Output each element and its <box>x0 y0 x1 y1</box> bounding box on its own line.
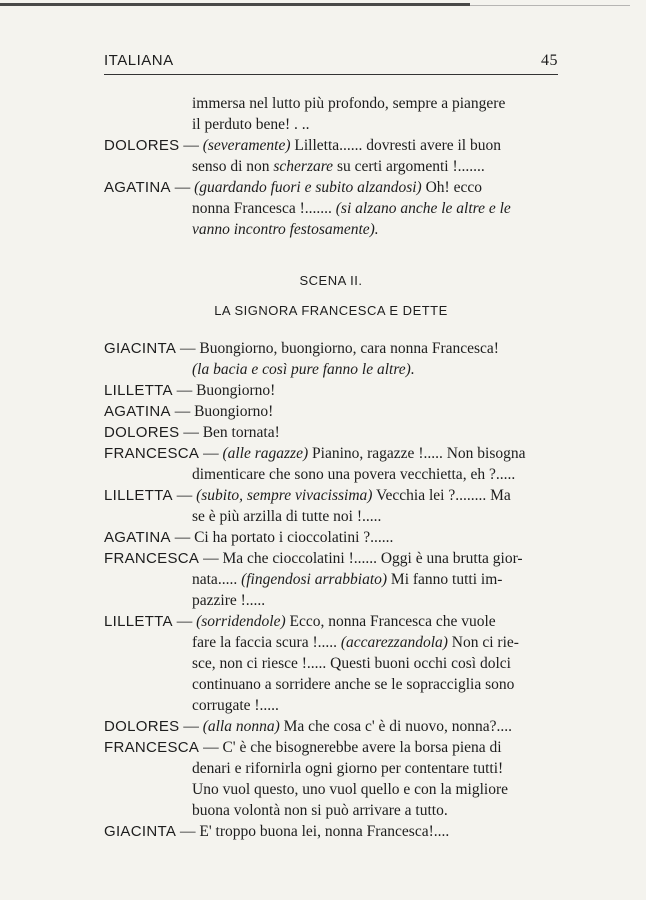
header-rule <box>104 74 558 75</box>
text-line: continuano a sorridere anche se le sopracciglia sono <box>192 676 515 693</box>
speech-line: FRANCESCA — (alle ragazze) Pianino, ragazze !..... Non bisogna <box>104 445 526 462</box>
speaker-name: AGATINA <box>104 179 171 196</box>
running-header <box>104 52 558 72</box>
scene-subtitle: LA SIGNORA FRANCESCA E DETTE <box>214 303 448 318</box>
speech-line: FRANCESCA — C' è che bisognerebbe avere la borsa piena di <box>104 739 502 756</box>
running-title: ITALIANA <box>104 52 174 69</box>
stage-direction: (fingendosi arrabbiato) <box>241 571 388 588</box>
speaker-name: FRANCESCA <box>104 739 200 756</box>
scan-edge-rule-faint <box>470 5 630 6</box>
speaker-name: GIACINTA <box>104 340 177 357</box>
speaker-name: DOLORES <box>104 718 180 735</box>
text-line: immersa nel lutto più profondo, sempre a piangere <box>192 95 506 112</box>
stage-direction: (subito, sempre vivacissima) <box>196 487 373 504</box>
stage-direction: (la bacia e così pure fanno le altre). <box>192 361 415 378</box>
text-line: se è più arzilla di tutte noi !..... <box>192 508 382 525</box>
speaker-name: DOLORES <box>104 424 180 441</box>
speech-line: DOLORES — (alla nonna) Ma che cosa c' è di nuovo, nonna?.... <box>104 718 512 735</box>
text-line: sce, non ci riesce !..... Questi buoni occhi così dolci <box>192 655 511 672</box>
stage-direction: (severamente) <box>202 137 291 154</box>
page-number: 45 <box>541 52 558 69</box>
speaker-name: DOLORES <box>104 137 180 154</box>
text-line: nata..... (fingendosi arrabbiato) Mi fanno tutti im- <box>192 571 503 588</box>
text-line: senso di non scherzare su certi argomenti !....... <box>192 158 485 175</box>
speech-agatina: AGATINA — (guardando fuori e subito alzandosi) Oh! ecco <box>104 179 482 196</box>
text-line: nonna Francesca !....... (si alzano anche le altre e le <box>192 200 511 217</box>
speech-dolores: DOLORES — (severamente) Lilletta...... dovresti avere il buon <box>104 137 501 154</box>
stage-direction: vanno incontro festosamente). <box>192 221 379 238</box>
speaker-name: AGATINA <box>104 403 171 420</box>
speaker-name: LILLETTA <box>104 613 173 630</box>
text-line: buona volontà non si può arrivare a tutto. <box>192 802 448 819</box>
speech-line: FRANCESCA — Ma che cioccolatini !...... Oggi è una brutta gior- <box>104 550 523 567</box>
speech-line: AGATINA — Ci ha portato i cioccolatini ?...... <box>104 529 394 546</box>
text-line: pazzire !..... <box>192 592 266 609</box>
scan-edge-rule <box>0 3 470 6</box>
speaker-name: FRANCESCA <box>104 550 200 567</box>
speaker-name: LILLETTA <box>104 382 173 399</box>
text-line: denari e rifornirla ogni giorno per contentare tutti! <box>192 760 504 777</box>
stage-direction: scherzare <box>273 158 334 175</box>
stage-direction: (accarezzandola) <box>340 634 448 651</box>
text-line: dimenticare che sono una povera vecchietta, eh ?..... <box>192 466 516 483</box>
speech-line: LILLETTA — (subito, sempre vivacissima) Vecchia lei ?........ Ma <box>104 487 511 504</box>
speech-line: AGATINA — Buongiorno! <box>104 403 274 420</box>
speaker-name: LILLETTA <box>104 487 173 504</box>
stage-direction: (alle ragazze) <box>222 445 309 462</box>
speaker-name: FRANCESCA <box>104 445 200 462</box>
speech-line: DOLORES — Ben tornata! <box>104 424 280 441</box>
speech-line: GIACINTA — Buongiorno, buongiorno, cara nonna Francesca! <box>104 340 499 357</box>
text-line: corrugate !..... <box>192 697 279 714</box>
speech-line: GIACINTA — E' troppo buona lei, nonna Francesca!.... <box>104 823 450 840</box>
stage-direction: (guardando fuori e subito alzandosi) <box>194 179 422 196</box>
stage-direction: (sorridendole) <box>196 613 286 630</box>
text-line: fare la faccia scura !..... (accarezzandola) Non ci rie- <box>192 634 519 651</box>
stage-direction: (alla nonna) <box>202 718 280 735</box>
speaker-name: GIACINTA <box>104 823 177 840</box>
speech-line: LILLETTA — Buongiorno! <box>104 382 276 399</box>
text-line: Uno vuol questo, uno vuol quello e con la migliore <box>192 781 508 798</box>
speaker-name: AGATINA <box>104 529 171 546</box>
stage-direction: (si alzano anche le altre e le <box>335 200 511 217</box>
speech-line: LILLETTA — (sorridendole) Ecco, nonna Francesca che vuole <box>104 613 496 630</box>
text-line: il perduto bene! . .. <box>192 116 310 133</box>
scene-title: SCENA II. <box>299 273 363 288</box>
